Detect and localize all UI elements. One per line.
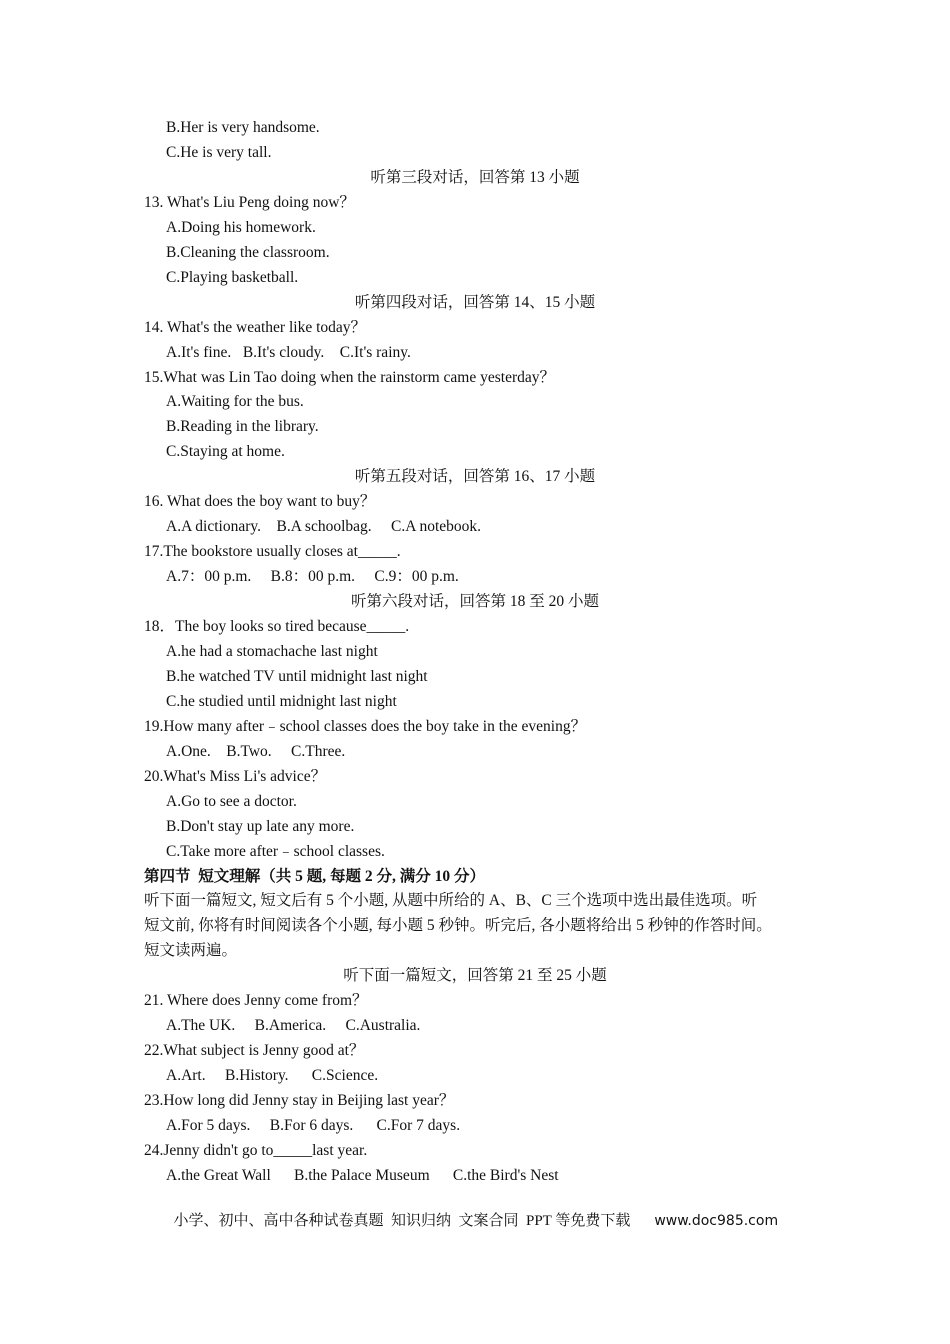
section-instruction: 听第六段对话，回答第 18 至 20 小题 bbox=[350, 593, 599, 610]
answer-options: C.He is very tall. bbox=[166, 143, 272, 161]
answer-options: B.Cleaning the classroom. bbox=[166, 243, 330, 261]
section-instruction: 听第四段对话，回答第 14、15 小题 bbox=[354, 293, 596, 311]
answer-options: A.Waiting for the bus. bbox=[166, 393, 304, 411]
answer-options: A.For 5 days. B.For 6 days. C.For 7 days. bbox=[166, 1117, 461, 1134]
question-text: 19.How many after﹣school classes does the boy take in the evening？ bbox=[144, 717, 587, 735]
footer-text: 小学、初中、高中各种试卷真题 知识归纳 文案合同 PPT 等免费下载 bbox=[173, 1213, 631, 1229]
question-text: 17.The bookstore usually closes at_____. bbox=[144, 543, 401, 561]
answer-options: A.Art. B.History. C.Science. bbox=[166, 1067, 379, 1085]
question-text: 16. What does the boy want to buy？ bbox=[144, 493, 376, 511]
question-text: 15.What was Lin Tao doing when the rainstorm came yesterday？ bbox=[144, 368, 555, 386]
footer-url[interactable]: www.doc985.com bbox=[654, 1213, 779, 1229]
answer-options: B.Don't stay up late any more. bbox=[166, 817, 355, 835]
answer-options: B.he watched TV until midnight last night bbox=[166, 667, 428, 685]
question-text: 13. What's Liu Peng doing now？ bbox=[144, 193, 355, 211]
answer-options: A.7：00 p.m. B.8：00 p.m. C.9：00 p.m. bbox=[166, 568, 459, 586]
footer bbox=[166, 1191, 778, 1231]
answer-options: A.The UK. B.America. C.Australia. bbox=[166, 1017, 421, 1035]
question-text: 14. What's the weather like today？ bbox=[144, 318, 367, 336]
section-instruction: 听第五段对话，回答第 16、17 小题 bbox=[354, 468, 596, 486]
answer-options: A.the Great Wall B.the Palace Museum C.the Bird's Nest bbox=[166, 1166, 559, 1184]
answer-options: C.he studied until midnight last night bbox=[166, 692, 397, 710]
answer-options: A.One. B.Two. C.Three. bbox=[166, 742, 346, 760]
answer-options: C.Take more after﹣school classes. bbox=[166, 842, 385, 860]
section-instruction: 听第三段对话，回答第 13 小题 bbox=[370, 168, 580, 186]
answer-options: C.Playing basketball. bbox=[166, 268, 299, 286]
section-heading: 第四节 短文理解（共 5 题, 每题 2 分, 满分 10 分） bbox=[144, 867, 486, 885]
paragraph-text: 短文前, 你将有时间阅读各个小题, 每小题 5 秒钟。听完后, 各小题将给出 5 秒钟的作答时间。 bbox=[144, 917, 772, 935]
question-text: 18．The boy looks so tired because_____. bbox=[144, 618, 410, 635]
answer-options: A.Doing his homework. bbox=[166, 218, 316, 236]
answer-options: A.he had a stomachache last night bbox=[166, 642, 378, 660]
answer-options: A.A dictionary. B.A schoolbag. C.A notebook. bbox=[166, 518, 482, 536]
question-text: 24.Jenny didn't go to_____last year. bbox=[144, 1141, 368, 1159]
paragraph-text: 短文读两遍。 bbox=[144, 942, 238, 960]
question-text: 21. Where does Jenny come from？ bbox=[144, 992, 368, 1010]
section-instruction: 听下面一篇短文，回答第 21 至 25 小题 bbox=[343, 967, 607, 985]
question-text: 22.What subject is Jenny good at？ bbox=[144, 1042, 365, 1060]
paragraph-text: 听下面一篇短文, 短文后有 5 个小题, 从题中所给的 A、B、C 三个选项中选出最佳选项。听 bbox=[144, 892, 758, 910]
answer-options: A.It's fine. B.It's cloudy. C.It's rainy. bbox=[166, 343, 411, 361]
question-text: 20.What's Miss Li's advice？ bbox=[144, 767, 327, 785]
answer-options: A.Go to see a doctor. bbox=[166, 792, 297, 810]
answer-options: B.Her is very handsome. bbox=[166, 119, 320, 136]
question-text: 23.How long did Jenny stay in Beijing last year？ bbox=[144, 1092, 455, 1109]
answer-options: B.Reading in the library. bbox=[166, 418, 319, 436]
answer-options: C.Staying at home. bbox=[166, 443, 285, 461]
